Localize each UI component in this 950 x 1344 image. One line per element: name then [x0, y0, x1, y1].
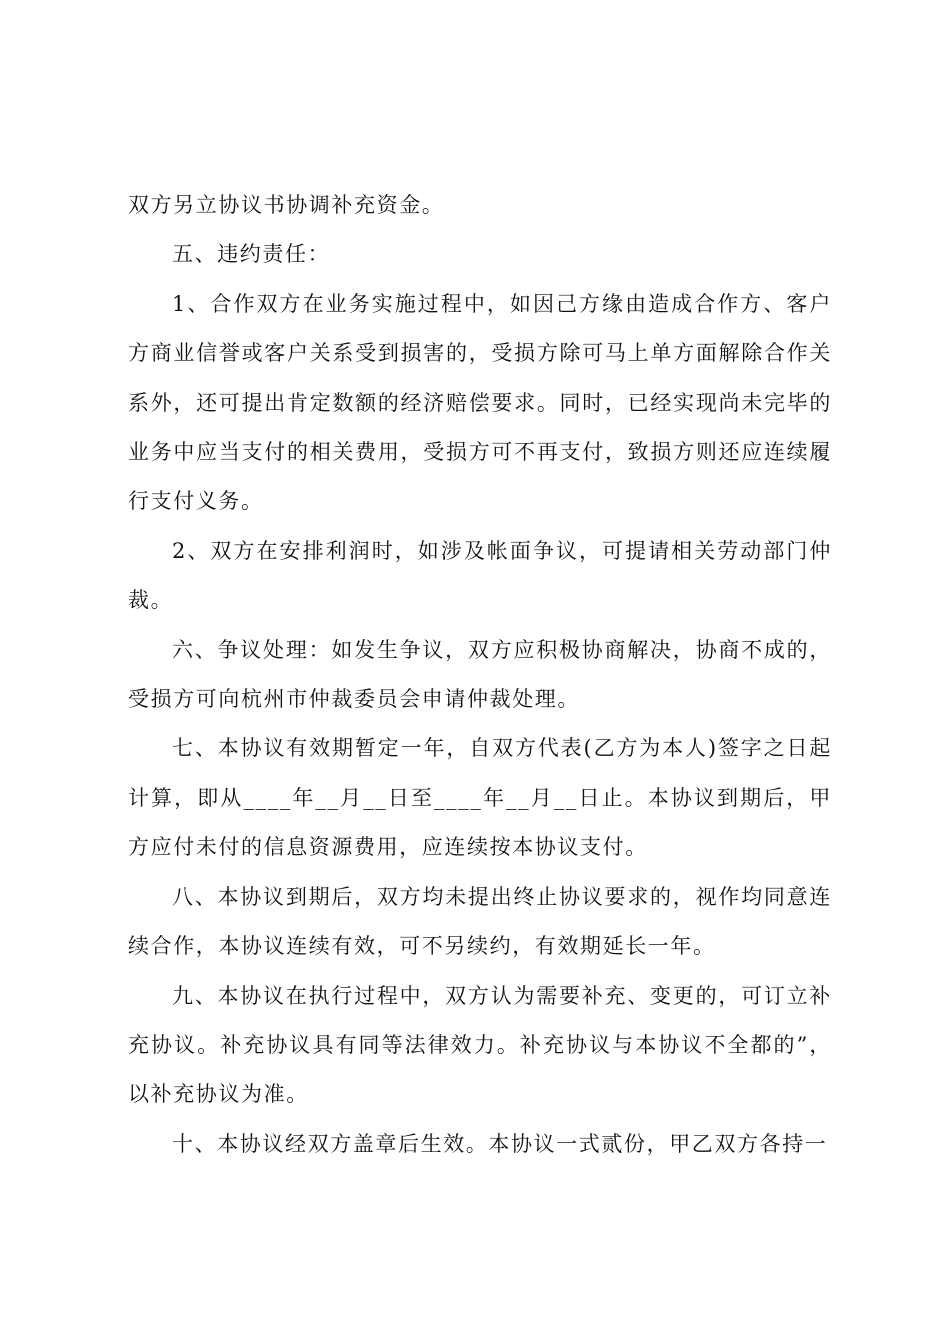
paragraph-dispute: 六、争议处理：如发生争议，双方应积极协商解决，协商不成的，受损方可向杭州市仲裁委员会申请仲裁处理。	[128, 637, 832, 712]
paragraph-validity: 七、本协议有效期暂定一年，自双方代表(乙方为本人)签字之日起计算，即从____年__月__日至____年__月__日止。本协议到期后，甲方应付未付的信息资源费用，应连续按本协议支付。	[128, 736, 832, 860]
paragraph-supplement: 九、本协议在执行过程中，双方认为需要补充、变更的，可订立补充协议。补充协议具有同等法律效力。补充协议与本协议不全都的”，以补充协议为准。	[128, 983, 832, 1107]
paragraph-continuation: 双方另立协议书协调补充资金。	[128, 193, 445, 217]
paragraph-breach-2: 2、双方在安排利润时，如涉及帐面争议，可提请相关劳动部门仲裁。	[128, 538, 832, 613]
document-body	[128, 181, 832, 1169]
paragraph-effect: 十、本协议经双方盖章后生效。本协议一式贰份，甲乙双方各持一	[172, 1131, 828, 1156]
paragraph-renewal: 八、本协议到期后，双方均未提出终止协议要求的，视作均同意连续合作，本协议连续有效，可不另续约，有效期延长一年。	[128, 884, 832, 959]
section-heading-breach: 五、违约责任：	[172, 242, 331, 267]
paragraph-breach-1: 1、合作双方在业务实施过程中，如因己方缘由造成合作方、客户方商业信誉或客户关系受到损害的，受损方除可马上单方面解除合作关系外，还可提出肯定数额的经济赔偿要求。同时，已经实现尚未完毕的业务中应当支付的相关费用，受损方可不再支付，致损方则还应连续履行支付义务。	[128, 291, 832, 514]
